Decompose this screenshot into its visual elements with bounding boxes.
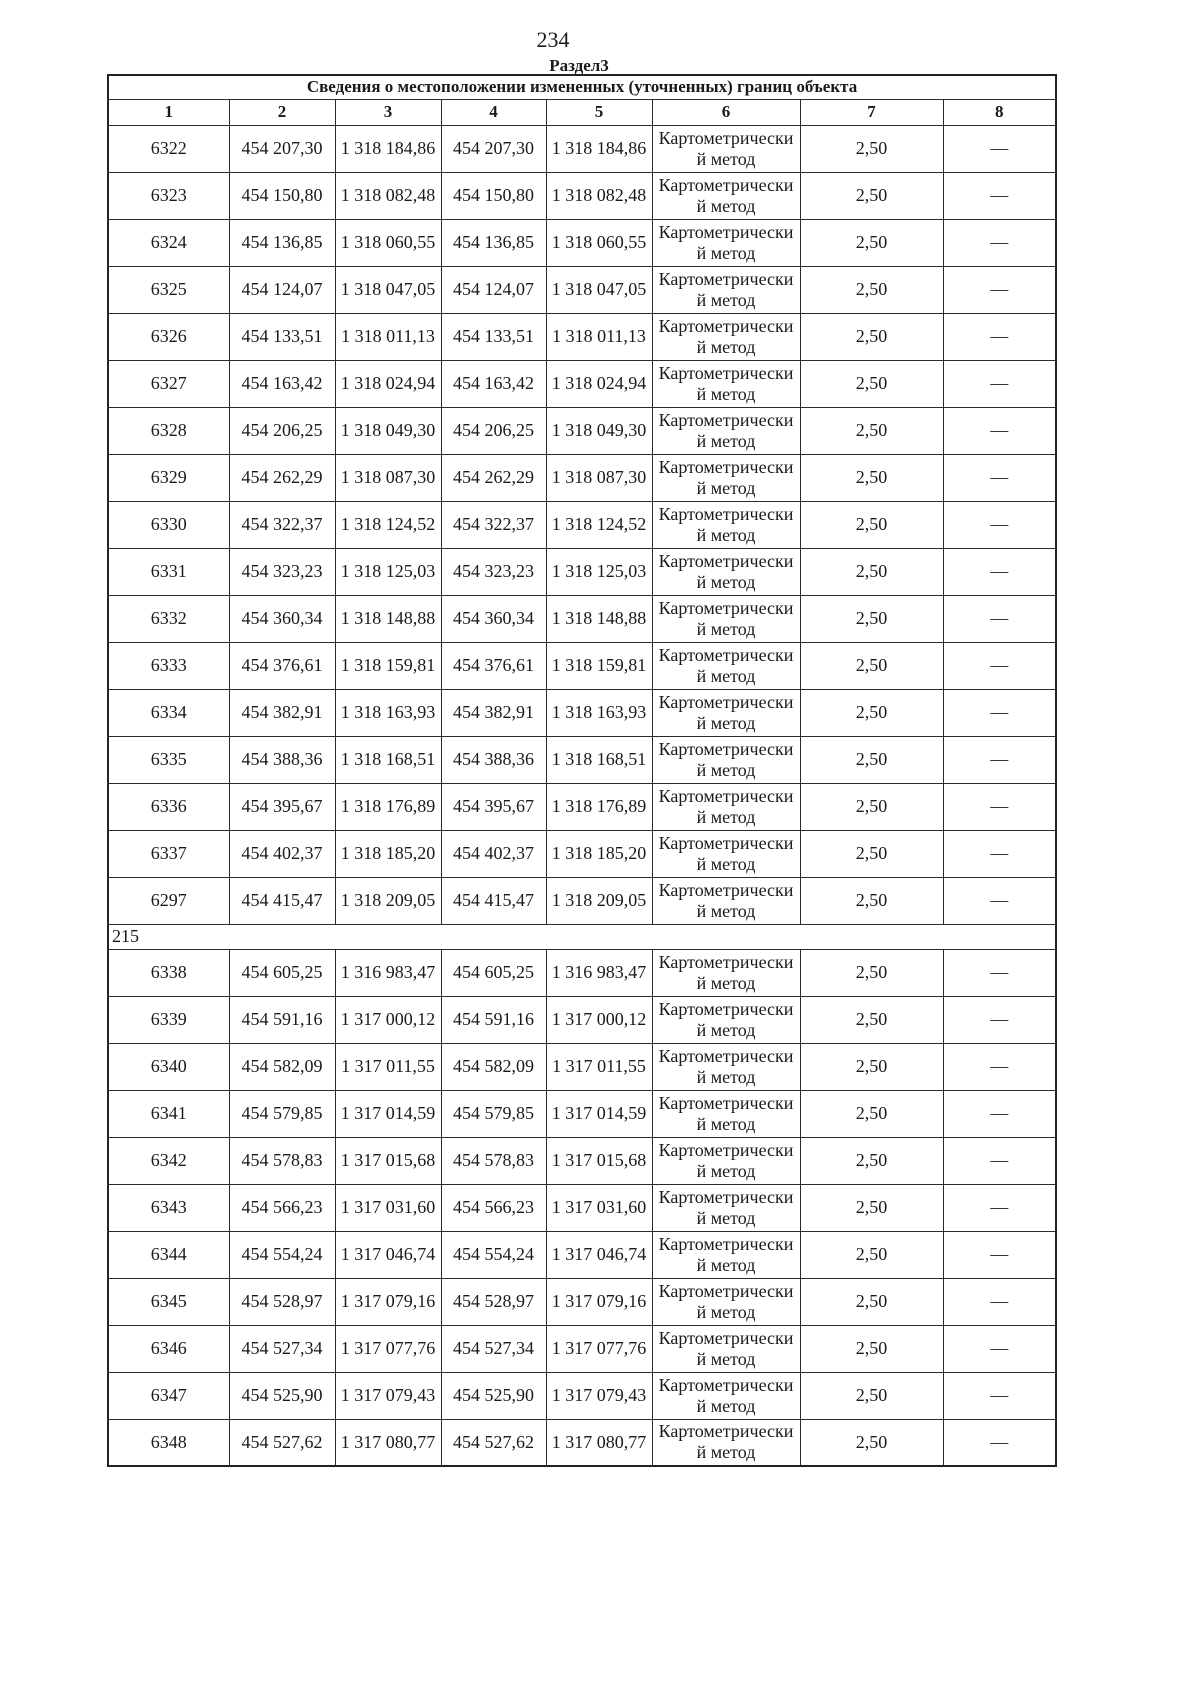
method-cell: Картометрически й метод	[652, 219, 800, 266]
x-coordinate-cell: 454 554,24	[229, 1231, 335, 1278]
new-x-coordinate-cell: 454 136,85	[441, 219, 546, 266]
new-y-coordinate-cell: 1 318 184,86	[546, 125, 652, 172]
new-x-coordinate-cell: 454 150,80	[441, 172, 546, 219]
new-y-coordinate-cell: 1 318 011,13	[546, 313, 652, 360]
table-row	[108, 501, 1056, 548]
point-number-cell: 6348	[108, 1419, 229, 1466]
table-row	[108, 830, 1056, 877]
x-coordinate-cell: 454 262,29	[229, 454, 335, 501]
new-y-coordinate-cell: 1 317 079,43	[546, 1372, 652, 1419]
new-y-coordinate-cell: 1 318 082,48	[546, 172, 652, 219]
x-coordinate-cell: 454 566,23	[229, 1184, 335, 1231]
new-y-coordinate-cell: 1 317 079,16	[546, 1278, 652, 1325]
y-coordinate-cell: 1 317 077,76	[335, 1325, 441, 1372]
new-y-coordinate-cell: 1 317 000,12	[546, 996, 652, 1043]
point-number-cell: 6337	[108, 830, 229, 877]
table-header	[108, 75, 1056, 125]
new-y-coordinate-cell: 1 318 087,30	[546, 454, 652, 501]
accuracy-cell: 2,50	[800, 689, 943, 736]
new-y-coordinate-cell: 1 317 031,60	[546, 1184, 652, 1231]
point-number-cell: 6344	[108, 1231, 229, 1278]
point-description-cell: —	[943, 877, 1056, 924]
column-number-5: 5	[546, 99, 652, 125]
table-row	[108, 454, 1056, 501]
x-coordinate-cell: 454 136,85	[229, 219, 335, 266]
accuracy-cell: 2,50	[800, 1325, 943, 1372]
table-row	[108, 1043, 1056, 1090]
method-cell: Картометрически й метод	[652, 1278, 800, 1325]
new-x-coordinate-cell: 454 206,25	[441, 407, 546, 454]
table-row	[108, 1231, 1056, 1278]
new-x-coordinate-cell: 454 395,67	[441, 783, 546, 830]
point-description-cell: —	[943, 1419, 1056, 1466]
point-description-cell: —	[943, 949, 1056, 996]
accuracy-cell: 2,50	[800, 1043, 943, 1090]
method-cell: Картометрически й метод	[652, 1090, 800, 1137]
y-coordinate-cell: 1 318 049,30	[335, 407, 441, 454]
page-number: 234	[536, 27, 570, 52]
point-description-cell: —	[943, 1090, 1056, 1137]
point-description-cell: —	[943, 266, 1056, 313]
point-number-cell: 6336	[108, 783, 229, 830]
point-number-cell: 6340	[108, 1043, 229, 1090]
y-coordinate-cell: 1 318 082,48	[335, 172, 441, 219]
y-coordinate-cell: 1 318 047,05	[335, 266, 441, 313]
new-x-coordinate-cell: 454 388,36	[441, 736, 546, 783]
y-coordinate-cell: 1 317 014,59	[335, 1090, 441, 1137]
new-x-coordinate-cell: 454 582,09	[441, 1043, 546, 1090]
table-row	[108, 877, 1056, 924]
new-x-coordinate-cell: 454 207,30	[441, 125, 546, 172]
y-coordinate-cell: 1 318 209,05	[335, 877, 441, 924]
method-cell: Картометрически й метод	[652, 783, 800, 830]
method-cell: Картометрически й метод	[652, 830, 800, 877]
x-coordinate-cell: 454 206,25	[229, 407, 335, 454]
table-row	[108, 1090, 1056, 1137]
y-coordinate-cell: 1 317 080,77	[335, 1419, 441, 1466]
x-coordinate-cell: 454 360,34	[229, 595, 335, 642]
column-number-6: 6	[652, 99, 800, 125]
boundary-coordinates-table	[107, 74, 1057, 1467]
point-number-cell: 6324	[108, 219, 229, 266]
group-label: 215	[108, 924, 1056, 949]
accuracy-cell: 2,50	[800, 125, 943, 172]
point-number-cell: 6342	[108, 1137, 229, 1184]
method-cell: Картометрически й метод	[652, 689, 800, 736]
y-coordinate-cell: 1 317 079,43	[335, 1372, 441, 1419]
accuracy-cell: 2,50	[800, 642, 943, 689]
accuracy-cell: 2,50	[800, 266, 943, 313]
x-coordinate-cell: 454 605,25	[229, 949, 335, 996]
y-coordinate-cell: 1 317 031,60	[335, 1184, 441, 1231]
method-cell: Картометрически й метод	[652, 1419, 800, 1466]
point-description-cell: —	[943, 736, 1056, 783]
method-cell: Картометрически й метод	[652, 548, 800, 595]
point-description-cell: —	[943, 689, 1056, 736]
method-cell: Картометрически й метод	[652, 1231, 800, 1278]
new-y-coordinate-cell: 1 318 047,05	[546, 266, 652, 313]
point-number-cell: 6339	[108, 996, 229, 1043]
point-description-cell: —	[943, 1278, 1056, 1325]
point-description-cell: —	[943, 501, 1056, 548]
new-x-coordinate-cell: 454 415,47	[441, 877, 546, 924]
new-x-coordinate-cell: 454 402,37	[441, 830, 546, 877]
point-description-cell: —	[943, 642, 1056, 689]
y-coordinate-cell: 1 318 087,30	[335, 454, 441, 501]
table-row	[108, 360, 1056, 407]
table-row	[108, 1184, 1056, 1231]
new-y-coordinate-cell: 1 316 983,47	[546, 949, 652, 996]
y-coordinate-cell: 1 318 168,51	[335, 736, 441, 783]
new-y-coordinate-cell: 1 318 168,51	[546, 736, 652, 783]
x-coordinate-cell: 454 322,37	[229, 501, 335, 548]
table-row	[108, 172, 1056, 219]
y-coordinate-cell: 1 317 079,16	[335, 1278, 441, 1325]
point-number-cell: 6326	[108, 313, 229, 360]
point-description-cell: —	[943, 219, 1056, 266]
new-y-coordinate-cell: 1 317 015,68	[546, 1137, 652, 1184]
accuracy-cell: 2,50	[800, 360, 943, 407]
table-row	[108, 996, 1056, 1043]
table-row	[108, 1278, 1056, 1325]
x-coordinate-cell: 454 388,36	[229, 736, 335, 783]
x-coordinate-cell: 454 525,90	[229, 1372, 335, 1419]
new-x-coordinate-cell: 454 133,51	[441, 313, 546, 360]
point-number-cell: 6343	[108, 1184, 229, 1231]
section-title: Раздел3	[549, 56, 609, 75]
accuracy-cell: 2,50	[800, 1137, 943, 1184]
x-coordinate-cell: 454 527,34	[229, 1325, 335, 1372]
y-coordinate-cell: 1 316 983,47	[335, 949, 441, 996]
x-coordinate-cell: 454 402,37	[229, 830, 335, 877]
x-coordinate-cell: 454 582,09	[229, 1043, 335, 1090]
method-cell: Картометрически й метод	[652, 996, 800, 1043]
point-number-cell: 6322	[108, 125, 229, 172]
new-x-coordinate-cell: 454 554,24	[441, 1231, 546, 1278]
column-number-1: 1	[108, 99, 229, 125]
method-cell: Картометрически й метод	[652, 595, 800, 642]
table-row	[108, 1325, 1056, 1372]
y-coordinate-cell: 1 317 015,68	[335, 1137, 441, 1184]
method-cell: Картометрически й метод	[652, 172, 800, 219]
y-coordinate-cell: 1 318 159,81	[335, 642, 441, 689]
y-coordinate-cell: 1 317 000,12	[335, 996, 441, 1043]
new-y-coordinate-cell: 1 318 185,20	[546, 830, 652, 877]
point-description-cell: —	[943, 830, 1056, 877]
new-y-coordinate-cell: 1 318 125,03	[546, 548, 652, 595]
new-y-coordinate-cell: 1 318 124,52	[546, 501, 652, 548]
new-y-coordinate-cell: 1 318 163,93	[546, 689, 652, 736]
x-coordinate-cell: 454 124,07	[229, 266, 335, 313]
new-x-coordinate-cell: 454 528,97	[441, 1278, 546, 1325]
point-number-cell: 6346	[108, 1325, 229, 1372]
y-coordinate-cell: 1 318 163,93	[335, 689, 441, 736]
point-description-cell: —	[943, 1137, 1056, 1184]
method-cell: Картометрически й метод	[652, 877, 800, 924]
point-number-cell: 6334	[108, 689, 229, 736]
accuracy-cell: 2,50	[800, 1372, 943, 1419]
y-coordinate-cell: 1 318 185,20	[335, 830, 441, 877]
table-row	[108, 783, 1056, 830]
method-cell: Картометрически й метод	[652, 360, 800, 407]
x-coordinate-cell: 454 163,42	[229, 360, 335, 407]
method-cell: Картометрически й метод	[652, 1137, 800, 1184]
new-x-coordinate-cell: 454 605,25	[441, 949, 546, 996]
point-description-cell: —	[943, 407, 1056, 454]
new-x-coordinate-cell: 454 525,90	[441, 1372, 546, 1419]
column-number-row	[108, 99, 1056, 125]
new-x-coordinate-cell: 454 566,23	[441, 1184, 546, 1231]
new-y-coordinate-cell: 1 317 014,59	[546, 1090, 652, 1137]
point-number-cell: 6335	[108, 736, 229, 783]
new-y-coordinate-cell: 1 318 209,05	[546, 877, 652, 924]
accuracy-cell: 2,50	[800, 996, 943, 1043]
accuracy-cell: 2,50	[800, 313, 943, 360]
new-y-coordinate-cell: 1 318 159,81	[546, 642, 652, 689]
accuracy-cell: 2,50	[800, 454, 943, 501]
point-description-cell: —	[943, 1043, 1056, 1090]
x-coordinate-cell: 454 527,62	[229, 1419, 335, 1466]
y-coordinate-cell: 1 318 124,52	[335, 501, 441, 548]
table-row	[108, 313, 1056, 360]
point-number-cell: 6341	[108, 1090, 229, 1137]
point-number-cell: 6330	[108, 501, 229, 548]
method-cell: Картометрически й метод	[652, 949, 800, 996]
column-number-8: 8	[943, 99, 1056, 125]
table-row	[108, 407, 1056, 454]
table-row	[108, 125, 1056, 172]
table-body	[108, 125, 1056, 1466]
point-number-cell: 6338	[108, 949, 229, 996]
point-description-cell: —	[943, 548, 1056, 595]
method-cell: Картометрически й метод	[652, 1325, 800, 1372]
point-number-cell: 6329	[108, 454, 229, 501]
x-coordinate-cell: 454 323,23	[229, 548, 335, 595]
y-coordinate-cell: 1 318 011,13	[335, 313, 441, 360]
new-x-coordinate-cell: 454 382,91	[441, 689, 546, 736]
table-row	[108, 642, 1056, 689]
point-number-cell: 6297	[108, 877, 229, 924]
y-coordinate-cell: 1 318 184,86	[335, 125, 441, 172]
y-coordinate-cell: 1 317 046,74	[335, 1231, 441, 1278]
new-x-coordinate-cell: 454 124,07	[441, 266, 546, 313]
point-description-cell: —	[943, 1231, 1056, 1278]
new-y-coordinate-cell: 1 317 011,55	[546, 1043, 652, 1090]
method-cell: Картометрически й метод	[652, 454, 800, 501]
table-row	[108, 949, 1056, 996]
point-description-cell: —	[943, 1184, 1056, 1231]
point-description-cell: —	[943, 313, 1056, 360]
method-cell: Картометрически й метод	[652, 313, 800, 360]
method-cell: Картометрически й метод	[652, 1043, 800, 1090]
table-row	[108, 689, 1056, 736]
point-number-cell: 6331	[108, 548, 229, 595]
x-coordinate-cell: 454 591,16	[229, 996, 335, 1043]
new-x-coordinate-cell: 454 527,62	[441, 1419, 546, 1466]
method-cell: Картометрически й метод	[652, 501, 800, 548]
accuracy-cell: 2,50	[800, 877, 943, 924]
table-title: Сведения о местоположении измененных (уточненных) границ объекта	[108, 75, 1056, 99]
method-cell: Картометрически й метод	[652, 736, 800, 783]
new-x-coordinate-cell: 454 360,34	[441, 595, 546, 642]
point-description-cell: —	[943, 1325, 1056, 1372]
table-row	[108, 548, 1056, 595]
new-y-coordinate-cell: 1 318 049,30	[546, 407, 652, 454]
x-coordinate-cell: 454 133,51	[229, 313, 335, 360]
column-number-3: 3	[335, 99, 441, 125]
y-coordinate-cell: 1 318 125,03	[335, 548, 441, 595]
x-coordinate-cell: 454 207,30	[229, 125, 335, 172]
accuracy-cell: 2,50	[800, 1278, 943, 1325]
new-x-coordinate-cell: 454 163,42	[441, 360, 546, 407]
new-x-coordinate-cell: 454 323,23	[441, 548, 546, 595]
table-row	[108, 736, 1056, 783]
method-cell: Картометрически й метод	[652, 642, 800, 689]
table-title-row	[108, 75, 1056, 99]
point-description-cell: —	[943, 783, 1056, 830]
method-cell: Картометрически й метод	[652, 407, 800, 454]
accuracy-cell: 2,50	[800, 1419, 943, 1466]
y-coordinate-cell: 1 318 024,94	[335, 360, 441, 407]
point-description-cell: —	[943, 1372, 1056, 1419]
x-coordinate-cell: 454 376,61	[229, 642, 335, 689]
accuracy-cell: 2,50	[800, 783, 943, 830]
new-y-coordinate-cell: 1 317 046,74	[546, 1231, 652, 1278]
x-coordinate-cell: 454 382,91	[229, 689, 335, 736]
new-y-coordinate-cell: 1 317 080,77	[546, 1419, 652, 1466]
point-number-cell: 6332	[108, 595, 229, 642]
accuracy-cell: 2,50	[800, 830, 943, 877]
x-coordinate-cell: 454 150,80	[229, 172, 335, 219]
method-cell: Картометрически й метод	[652, 125, 800, 172]
x-coordinate-cell: 454 395,67	[229, 783, 335, 830]
accuracy-cell: 2,50	[800, 1090, 943, 1137]
x-coordinate-cell: 454 578,83	[229, 1137, 335, 1184]
new-x-coordinate-cell: 454 376,61	[441, 642, 546, 689]
accuracy-cell: 2,50	[800, 595, 943, 642]
point-description-cell: —	[943, 595, 1056, 642]
x-coordinate-cell: 454 415,47	[229, 877, 335, 924]
point-description-cell: —	[943, 360, 1056, 407]
x-coordinate-cell: 454 528,97	[229, 1278, 335, 1325]
y-coordinate-cell: 1 318 148,88	[335, 595, 441, 642]
y-coordinate-cell: 1 317 011,55	[335, 1043, 441, 1090]
point-description-cell: —	[943, 454, 1056, 501]
accuracy-cell: 2,50	[800, 1184, 943, 1231]
method-cell: Картометрически й метод	[652, 1372, 800, 1419]
point-number-cell: 6325	[108, 266, 229, 313]
new-x-coordinate-cell: 454 579,85	[441, 1090, 546, 1137]
point-description-cell: —	[943, 125, 1056, 172]
table-row	[108, 1372, 1056, 1419]
point-description-cell: —	[943, 172, 1056, 219]
accuracy-cell: 2,50	[800, 172, 943, 219]
new-x-coordinate-cell: 454 527,34	[441, 1325, 546, 1372]
new-x-coordinate-cell: 454 578,83	[441, 1137, 546, 1184]
point-number-cell: 6333	[108, 642, 229, 689]
new-y-coordinate-cell: 1 317 077,76	[546, 1325, 652, 1372]
point-number-cell: 6327	[108, 360, 229, 407]
method-cell: Картометрически й метод	[652, 266, 800, 313]
table-row	[108, 266, 1056, 313]
new-y-coordinate-cell: 1 318 176,89	[546, 783, 652, 830]
y-coordinate-cell: 1 318 176,89	[335, 783, 441, 830]
accuracy-cell: 2,50	[800, 949, 943, 996]
new-y-coordinate-cell: 1 318 060,55	[546, 219, 652, 266]
accuracy-cell: 2,50	[800, 219, 943, 266]
point-description-cell: —	[943, 996, 1056, 1043]
column-number-4: 4	[441, 99, 546, 125]
accuracy-cell: 2,50	[800, 548, 943, 595]
method-cell: Картометрически й метод	[652, 1184, 800, 1231]
accuracy-cell: 2,50	[800, 736, 943, 783]
point-number-cell: 6345	[108, 1278, 229, 1325]
table-row	[108, 595, 1056, 642]
new-x-coordinate-cell: 454 262,29	[441, 454, 546, 501]
y-coordinate-cell: 1 318 060,55	[335, 219, 441, 266]
group-label-row	[108, 924, 1056, 949]
new-x-coordinate-cell: 454 322,37	[441, 501, 546, 548]
table-row	[108, 1137, 1056, 1184]
table-row	[108, 1419, 1056, 1466]
column-number-2: 2	[229, 99, 335, 125]
column-number-7: 7	[800, 99, 943, 125]
accuracy-cell: 2,50	[800, 407, 943, 454]
point-number-cell: 6323	[108, 172, 229, 219]
point-number-cell: 6328	[108, 407, 229, 454]
new-x-coordinate-cell: 454 591,16	[441, 996, 546, 1043]
table-row	[108, 219, 1056, 266]
x-coordinate-cell: 454 579,85	[229, 1090, 335, 1137]
accuracy-cell: 2,50	[800, 1231, 943, 1278]
point-number-cell: 6347	[108, 1372, 229, 1419]
new-y-coordinate-cell: 1 318 148,88	[546, 595, 652, 642]
new-y-coordinate-cell: 1 318 024,94	[546, 360, 652, 407]
accuracy-cell: 2,50	[800, 501, 943, 548]
